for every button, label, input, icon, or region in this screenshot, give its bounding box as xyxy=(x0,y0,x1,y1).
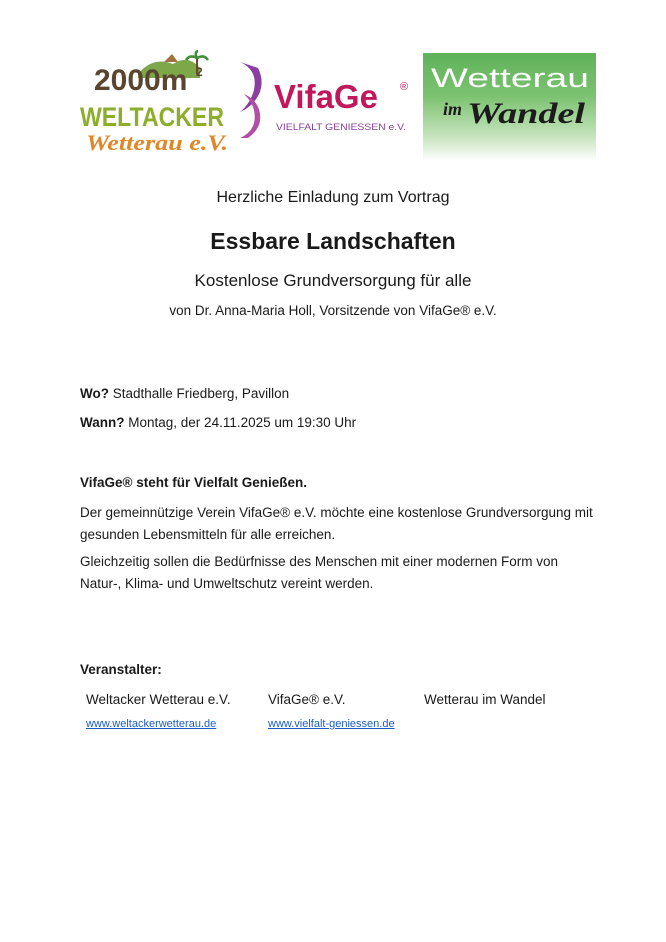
wetterau-line1: Wetterau xyxy=(431,63,589,93)
speaker-line: von Dr. Anna-Maria Holl, Vorsitzende von VifaGe® e.V. xyxy=(169,303,497,318)
organizer-name-weltacker: Weltacker Wetterau e.V. xyxy=(86,692,231,707)
location-label: Wo? xyxy=(80,386,109,401)
vifage-link[interactable]: www.vielfalt-geniessen.de xyxy=(268,718,395,730)
date-line xyxy=(80,412,356,434)
claim-heading: VifaGe® steht für Vielfalt Genießen. xyxy=(80,475,308,490)
vifage-logo xyxy=(236,60,414,140)
wetterau-logo xyxy=(423,53,596,161)
weltacker-line2: WELTACKER xyxy=(80,102,224,132)
organizer-name-wetterau: Wetterau im Wandel xyxy=(424,692,546,707)
weltacker-logo xyxy=(78,52,230,158)
talk-title: Essbare Landschaften xyxy=(210,228,456,254)
vifage-tagline: VIELFALT GENIESSEN e.V. xyxy=(276,122,406,132)
date-label: Wann? xyxy=(80,415,125,430)
organizer-name-vifage: VifaGe® e.V. xyxy=(268,692,346,707)
paragraph-mission: Der gemeinnützige Verein VifaGe® e.V. möchte eine kostenlose Grundversorgung mit gesunden Lebensmitteln für alle erreichen. xyxy=(80,505,593,542)
talk-subtitle: Kostenlose Grundversorgung für alle xyxy=(194,271,472,290)
paragraph-goals: Gleichzeitig sollen die Bedürfnisse des Menschen mit einer modernen Form von Natur-, Klima- und Umweltschutz vereint werden. xyxy=(80,554,558,591)
location-line xyxy=(80,383,289,405)
vifage-reg: ® xyxy=(400,81,409,93)
weltacker-link[interactable]: www.weltackerwetterau.de xyxy=(86,718,217,730)
vifage-name: VifaGe xyxy=(274,78,378,115)
vifage-leaf-icon xyxy=(240,62,262,112)
wetterau-line2a: im xyxy=(443,99,463,119)
wetterau-line2b: Wandel xyxy=(467,97,586,130)
weltacker-line1: 2000m xyxy=(94,64,188,97)
weltacker-line3: Wetterau e.V. xyxy=(86,130,228,155)
date-value: Montag, der 24.11.2025 um 19:30 Uhr xyxy=(128,415,357,430)
location-value: Stadthalle Friedberg, Pavillon xyxy=(112,386,290,401)
weltacker-sup: 2 xyxy=(196,65,203,79)
invitation-intro: Herzliche Einladung zum Vortrag xyxy=(216,189,450,206)
organizers-heading: Veranstalter: xyxy=(80,662,162,677)
